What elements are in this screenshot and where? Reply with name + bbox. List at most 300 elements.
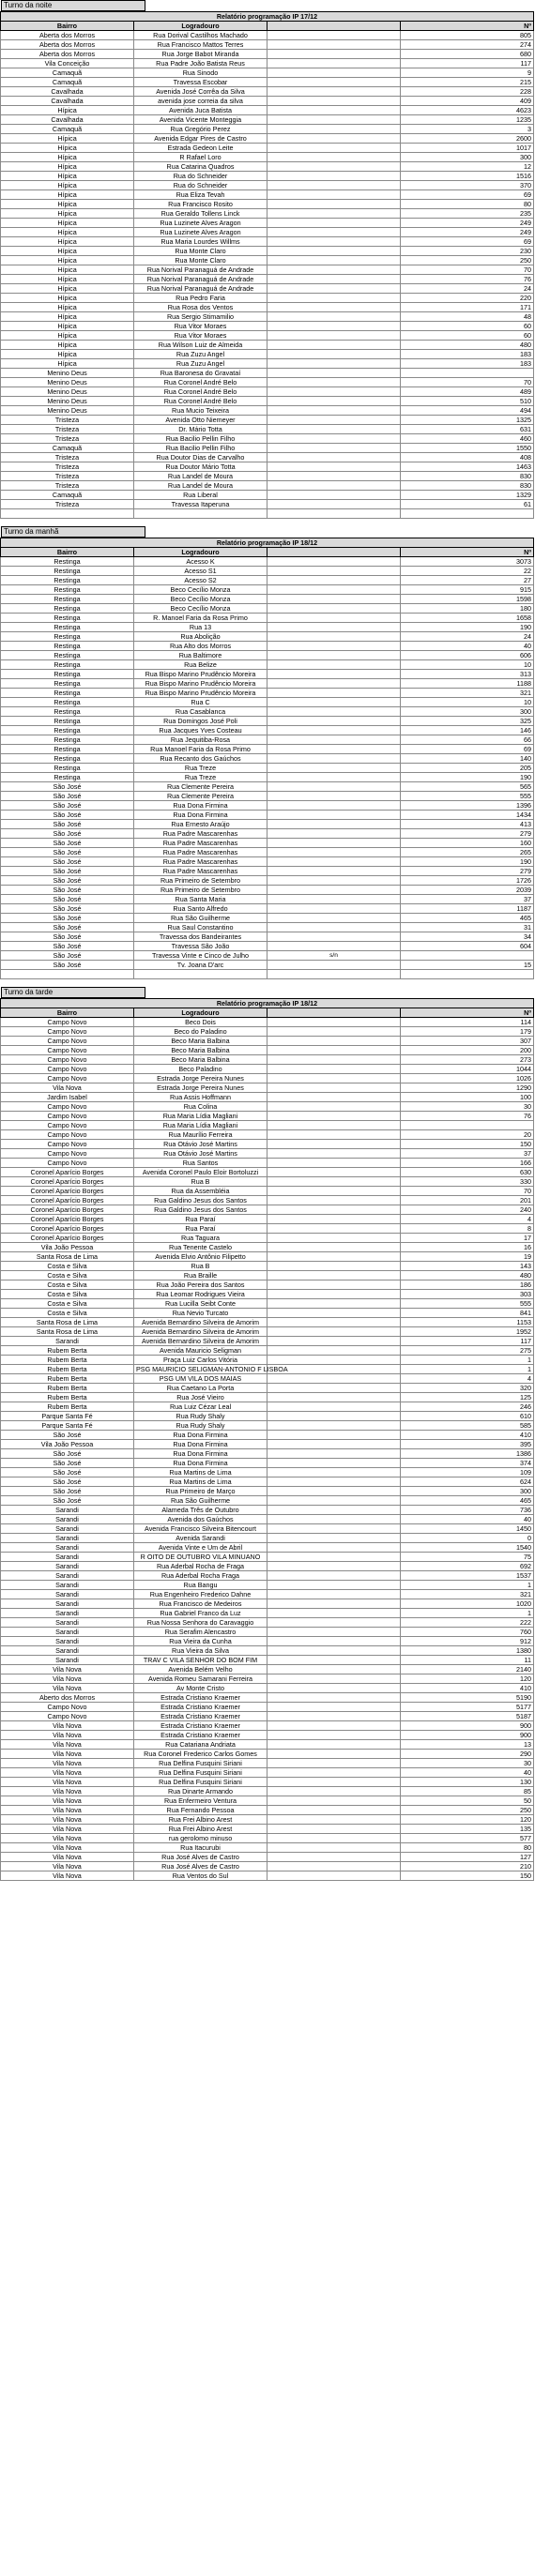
note-cell[interactable] (268, 331, 401, 341)
note-cell[interactable] (268, 125, 401, 134)
logradouro-cell[interactable]: Rua Treze (134, 764, 268, 773)
numero-cell[interactable]: 408 (401, 453, 534, 462)
bairro-cell[interactable]: Campo Novo (1, 1027, 134, 1037)
logradouro-cell[interactable]: Rua Landel de Moura (134, 472, 268, 481)
numero-cell[interactable]: 230 (401, 247, 534, 256)
logradouro-cell[interactable]: Acesso K (134, 557, 268, 567)
logradouro-cell[interactable]: Rua Santo Alfredo (134, 904, 268, 914)
bairro-cell[interactable]: São José (1, 848, 134, 857)
numero-cell[interactable] (401, 951, 534, 961)
note-cell[interactable] (268, 1149, 401, 1159)
note-cell[interactable] (268, 904, 401, 914)
logradouro-cell[interactable]: Rua São Guilherme (134, 1496, 268, 1506)
numero-cell[interactable]: 1434 (401, 811, 534, 820)
logradouro-cell[interactable]: Estrada Jorge Pereira Nunes (134, 1083, 268, 1093)
logradouro-cell[interactable]: Rua Padre Mascarenhas (134, 829, 268, 839)
numero-cell[interactable]: 1386 (401, 1449, 534, 1459)
note-cell[interactable] (268, 1093, 401, 1102)
logradouro-cell[interactable]: Rua Jequitiba-Rosa (134, 735, 268, 745)
note-cell[interactable] (268, 322, 401, 331)
numero-cell[interactable]: 900 (401, 1721, 534, 1731)
bairro-cell[interactable]: Vila Nova (1, 1853, 134, 1862)
logradouro-cell[interactable]: Rua Galdino Jesus dos Santos (134, 1196, 268, 1205)
numero-cell[interactable]: 1188 (401, 679, 534, 689)
note-cell[interactable] (268, 1318, 401, 1327)
numero-cell[interactable]: 120 (401, 1815, 534, 1825)
logradouro-cell[interactable]: Tv. Joana D'arc (134, 961, 268, 970)
numero-cell[interactable]: 246 (401, 1402, 534, 1412)
logradouro-cell[interactable]: Avenida dos Gaúchos (134, 1515, 268, 1524)
bairro-cell[interactable]: Sarandi (1, 1515, 134, 1524)
note-cell[interactable] (268, 1712, 401, 1721)
numero-cell[interactable]: 915 (401, 585, 534, 595)
logradouro-cell[interactable]: Estrada Cristiano Kraemer (134, 1712, 268, 1721)
numero-cell[interactable]: 1020 (401, 1599, 534, 1609)
note-cell[interactable] (268, 567, 401, 576)
bairro-cell[interactable]: Rubem Berta (1, 1374, 134, 1384)
numero-cell[interactable]: 150 (401, 1140, 534, 1149)
logradouro-cell[interactable]: Rua Maria Lourdes Willms (134, 237, 268, 247)
bairro-cell[interactable]: Costa e Silva (1, 1299, 134, 1309)
bairro-cell[interactable]: Coronel Aparício Borges (1, 1168, 134, 1177)
logradouro-cell[interactable]: Rua Luiz Cézar Leal (134, 1402, 268, 1412)
bairro-cell[interactable]: Vila João Pessoa (1, 1243, 134, 1252)
numero-cell[interactable]: 69 (401, 237, 534, 247)
empty-cell[interactable] (134, 509, 268, 519)
note-cell[interactable] (268, 1637, 401, 1646)
logradouro-cell[interactable]: Rua Zuzu Angel (134, 359, 268, 369)
numero-cell[interactable]: 117 (401, 1337, 534, 1346)
logradouro-cell[interactable]: Beco Cecílio Monza (134, 595, 268, 604)
logradouro-cell[interactable]: Rua Doutor Mário Totta (134, 462, 268, 472)
numero-cell[interactable]: 610 (401, 1412, 534, 1421)
logradouro-cell[interactable]: Rua Catarina Quadros (134, 162, 268, 172)
numero-cell[interactable]: 279 (401, 829, 534, 839)
logradouro-cell[interactable]: Rua Coronel André Belo (134, 378, 268, 387)
note-cell[interactable] (268, 632, 401, 642)
numero-cell[interactable]: 604 (401, 942, 534, 951)
numero-cell[interactable]: 201 (401, 1196, 534, 1205)
numero-cell[interactable]: 150 (401, 1871, 534, 1881)
note-cell[interactable] (268, 1346, 401, 1356)
logradouro-cell[interactable]: Rua Gabriel Franco da Luz (134, 1609, 268, 1618)
bairro-cell[interactable]: Restinga (1, 707, 134, 717)
bairro-cell[interactable]: São José (1, 811, 134, 820)
bairro-cell[interactable]: Santa Rosa de Lima (1, 1252, 134, 1262)
numero-cell[interactable]: 100 (401, 1093, 534, 1102)
bairro-cell[interactable]: Coronel Aparício Borges (1, 1224, 134, 1234)
numero-cell[interactable]: 8 (401, 1224, 534, 1234)
note-cell[interactable] (268, 1534, 401, 1543)
numero-cell[interactable]: 1044 (401, 1065, 534, 1074)
note-cell[interactable] (268, 1496, 401, 1506)
bairro-cell[interactable]: Tristeza (1, 434, 134, 444)
note-cell[interactable] (268, 1468, 401, 1477)
bairro-cell[interactable]: Coronel Aparício Borges (1, 1205, 134, 1215)
note-cell[interactable] (268, 811, 401, 820)
numero-cell[interactable]: 146 (401, 726, 534, 735)
bairro-cell[interactable]: Hípica (1, 134, 134, 144)
logradouro-cell[interactable]: Beco Cecílio Monza (134, 585, 268, 595)
bairro-cell[interactable]: Sarandi (1, 1656, 134, 1665)
numero-cell[interactable]: 4 (401, 1215, 534, 1224)
numero-cell[interactable]: 12 (401, 162, 534, 172)
bairro-cell[interactable]: Sarandi (1, 1599, 134, 1609)
bairro-cell[interactable]: Restinga (1, 642, 134, 651)
note-cell[interactable] (268, 1553, 401, 1562)
bairro-cell[interactable]: Restinga (1, 595, 134, 604)
numero-cell[interactable]: 395 (401, 1440, 534, 1449)
note-cell[interactable] (268, 1280, 401, 1290)
note-cell[interactable] (268, 942, 401, 951)
logradouro-cell[interactable]: Rua João Pereira dos Santos (134, 1280, 268, 1290)
bairro-cell[interactable]: Restinga (1, 717, 134, 726)
bairro-cell[interactable]: Restinga (1, 557, 134, 567)
numero-cell[interactable]: 61 (401, 500, 534, 509)
note-cell[interactable] (268, 453, 401, 462)
numero-cell[interactable]: 13 (401, 1740, 534, 1750)
numero-cell[interactable]: 10 (401, 660, 534, 670)
bairro-cell[interactable]: Hípica (1, 181, 134, 190)
note-cell[interactable] (268, 1665, 401, 1674)
bairro-cell[interactable]: São José (1, 923, 134, 932)
bairro-cell[interactable]: Vila Nova (1, 1796, 134, 1806)
note-cell[interactable] (268, 312, 401, 322)
bairro-cell[interactable]: Sarandi (1, 1628, 134, 1637)
bairro-cell[interactable]: Vila Nova (1, 1843, 134, 1853)
numero-cell[interactable]: 275 (401, 1346, 534, 1356)
note-cell[interactable] (268, 1731, 401, 1740)
numero-cell[interactable]: 1658 (401, 614, 534, 623)
bairro-cell[interactable]: Restinga (1, 614, 134, 623)
logradouro-cell[interactable]: Rua Dinarte Armando (134, 1787, 268, 1796)
numero-cell[interactable]: 1290 (401, 1083, 534, 1093)
note-cell[interactable] (268, 576, 401, 585)
note-cell[interactable] (268, 557, 401, 567)
numero-cell[interactable]: 1 (401, 1581, 534, 1590)
numero-cell[interactable]: 31 (401, 923, 534, 932)
note-cell[interactable] (268, 623, 401, 632)
bairro-cell[interactable]: Aberta dos Morros (1, 50, 134, 59)
logradouro-cell[interactable]: Av Monte Cristo (134, 1684, 268, 1693)
numero-cell[interactable]: 143 (401, 1262, 534, 1271)
numero-cell[interactable]: 290 (401, 1750, 534, 1759)
bairro-cell[interactable]: Restinga (1, 773, 134, 782)
note-cell[interactable] (268, 481, 401, 491)
logradouro-cell[interactable]: Beco Maria Balbina (134, 1046, 268, 1055)
note-cell[interactable] (268, 857, 401, 867)
numero-cell[interactable]: 125 (401, 1393, 534, 1402)
numero-cell[interactable]: 480 (401, 341, 534, 350)
note-cell[interactable] (268, 434, 401, 444)
bairro-cell[interactable]: São José (1, 895, 134, 904)
note-cell[interactable] (268, 1431, 401, 1440)
bairro-cell[interactable]: Campo Novo (1, 1712, 134, 1721)
logradouro-cell[interactable]: Rua Maria Lídia Magliani (134, 1121, 268, 1130)
logradouro-cell[interactable]: Rua Bangu (134, 1581, 268, 1590)
numero-cell[interactable]: 313 (401, 670, 534, 679)
bairro-cell[interactable]: Sarandi (1, 1571, 134, 1581)
numero-cell[interactable]: 606 (401, 651, 534, 660)
numero-cell[interactable]: 1537 (401, 1571, 534, 1581)
bairro-cell[interactable]: Hípica (1, 172, 134, 181)
bairro-cell[interactable]: Vila Nova (1, 1759, 134, 1768)
bairro-cell[interactable]: Hípica (1, 247, 134, 256)
bairro-cell[interactable]: Rubem Berta (1, 1384, 134, 1393)
logradouro-cell[interactable]: Rua Frei Albino Arest (134, 1825, 268, 1834)
numero-cell[interactable]: 50 (401, 1796, 534, 1806)
numero-cell[interactable]: 736 (401, 1506, 534, 1515)
logradouro-cell[interactable]: Rua Norival Paranaguá de Andrade (134, 284, 268, 294)
numero-cell[interactable]: 76 (401, 275, 534, 284)
note-cell[interactable] (268, 1234, 401, 1243)
bairro-cell[interactable]: Hípica (1, 153, 134, 162)
bairro-cell[interactable]: Restinga (1, 698, 134, 707)
logradouro-cell[interactable]: Rua Padre João Batista Reus (134, 59, 268, 68)
note-cell[interactable]: s/n (268, 951, 401, 961)
bairro-cell[interactable]: Vila Nova (1, 1083, 134, 1093)
logradouro-cell[interactable]: Rua Otávio José Martins (134, 1140, 268, 1149)
logradouro-cell[interactable]: Rua Primeiro de Setembro (134, 886, 268, 895)
bairro-cell[interactable]: Vila Nova (1, 1731, 134, 1740)
note-cell[interactable] (268, 1252, 401, 1262)
logradouro-cell[interactable]: Rua Dona Firmina (134, 1440, 268, 1449)
logradouro-cell[interactable]: Rua Norival Paranaguá de Andrade (134, 265, 268, 275)
bairro-cell[interactable]: Aberta dos Morros (1, 40, 134, 50)
numero-cell[interactable]: 1187 (401, 904, 534, 914)
numero-cell[interactable]: 2600 (401, 134, 534, 144)
numero-cell[interactable]: 9 (401, 68, 534, 78)
bairro-cell[interactable]: Rubem Berta (1, 1356, 134, 1365)
numero-cell[interactable]: 250 (401, 256, 534, 265)
logradouro-cell[interactable]: Rua José Alves de Castro (134, 1853, 268, 1862)
note-cell[interactable] (268, 416, 401, 425)
bairro-cell[interactable]: Campo Novo (1, 1130, 134, 1140)
bairro-cell[interactable]: Camaquã (1, 444, 134, 453)
bairro-cell[interactable]: Vila Nova (1, 1834, 134, 1843)
numero-cell[interactable]: 489 (401, 387, 534, 397)
logradouro-cell[interactable]: Rua Bacilio Pellin Filho (134, 444, 268, 453)
note-cell[interactable] (268, 387, 401, 397)
note-cell[interactable] (268, 1628, 401, 1637)
bairro-cell[interactable]: Aberto dos Morros (1, 1693, 134, 1703)
numero-cell[interactable]: 1598 (401, 595, 534, 604)
bairro-cell[interactable]: Costa e Silva (1, 1280, 134, 1290)
logradouro-cell[interactable]: Rua Jacques Yves Costeau (134, 726, 268, 735)
bairro-cell[interactable]: Restinga (1, 754, 134, 764)
note-cell[interactable] (268, 754, 401, 764)
note-cell[interactable] (268, 764, 401, 773)
note-cell[interactable] (268, 1168, 401, 1177)
bairro-cell[interactable]: São José (1, 839, 134, 848)
logradouro-cell[interactable]: Beco Maria Balbina (134, 1037, 268, 1046)
note-cell[interactable] (268, 237, 401, 247)
logradouro-cell[interactable]: Rua B (134, 1177, 268, 1187)
bairro-cell[interactable]: Sarandi (1, 1609, 134, 1618)
bairro-cell[interactable]: Sarandi (1, 1581, 134, 1590)
note-cell[interactable] (268, 1130, 401, 1140)
logradouro-cell[interactable]: Rua Delfina Fusquini Siriani (134, 1778, 268, 1787)
note-cell[interactable] (268, 1599, 401, 1609)
bairro-cell[interactable]: Parque Santa Fé (1, 1412, 134, 1421)
numero-cell[interactable]: 130 (401, 1778, 534, 1787)
numero-cell[interactable]: 60 (401, 331, 534, 341)
logradouro-cell[interactable]: Rua Abolição (134, 632, 268, 642)
bairro-cell[interactable]: Sarandi (1, 1506, 134, 1515)
numero-cell[interactable]: 240 (401, 1205, 534, 1215)
logradouro-cell[interactable]: Travessa São João (134, 942, 268, 951)
note-cell[interactable] (268, 31, 401, 40)
bairro-cell[interactable]: Hípica (1, 275, 134, 284)
note-cell[interactable] (268, 1356, 401, 1365)
numero-cell[interactable]: 70 (401, 1187, 534, 1196)
note-cell[interactable] (268, 172, 401, 181)
numero-cell[interactable]: 140 (401, 754, 534, 764)
bairro-cell[interactable]: Hípica (1, 237, 134, 247)
numero-cell[interactable]: 630 (401, 1168, 534, 1177)
note-cell[interactable] (268, 1506, 401, 1515)
bairro-cell[interactable]: Hípica (1, 331, 134, 341)
bairro-cell[interactable]: Restinga (1, 745, 134, 754)
bairro-cell[interactable]: Tristeza (1, 500, 134, 509)
note-cell[interactable] (268, 1121, 401, 1130)
note-cell[interactable] (268, 773, 401, 782)
logradouro-cell[interactable]: Rua Mucio Teixeira (134, 406, 268, 416)
logradouro-cell[interactable]: Rua Paraí (134, 1224, 268, 1234)
bairro-cell[interactable]: Restinga (1, 660, 134, 670)
numero-cell[interactable]: 249 (401, 228, 534, 237)
numero-cell[interactable]: 37 (401, 1149, 534, 1159)
numero-cell[interactable]: 624 (401, 1477, 534, 1487)
note-cell[interactable] (268, 265, 401, 275)
bairro-cell[interactable]: Hípica (1, 228, 134, 237)
note-cell[interactable] (268, 585, 401, 595)
bairro-cell[interactable]: Menino Deus (1, 378, 134, 387)
logradouro-cell[interactable]: Rua Luzinete Alves Aragon (134, 228, 268, 237)
logradouro-cell[interactable]: Rua Rudy Shaly (134, 1421, 268, 1431)
numero-cell[interactable] (401, 369, 534, 378)
note-cell[interactable] (268, 848, 401, 857)
logradouro-cell[interactable]: R Rafael Loro (134, 153, 268, 162)
bairro-cell[interactable]: Campo Novo (1, 1149, 134, 1159)
bairro-cell[interactable]: Hípica (1, 200, 134, 209)
note-cell[interactable] (268, 378, 401, 387)
bairro-cell[interactable]: Sarandi (1, 1524, 134, 1534)
note-cell[interactable] (268, 876, 401, 886)
bairro-cell[interactable]: Camaquã (1, 125, 134, 134)
numero-cell[interactable]: 69 (401, 190, 534, 200)
note-cell[interactable] (268, 1590, 401, 1599)
logradouro-cell[interactable]: Rua Delfina Fusquini Siriani (134, 1768, 268, 1778)
numero-cell[interactable]: 48 (401, 312, 534, 322)
note-cell[interactable] (268, 1656, 401, 1665)
logradouro-cell[interactable]: Rua Santos (134, 1159, 268, 1168)
bairro-cell[interactable]: Campo Novo (1, 1703, 134, 1712)
bairro-cell[interactable]: São José (1, 961, 134, 970)
logradouro-cell[interactable]: Rua Sinodo (134, 68, 268, 78)
logradouro-cell[interactable]: Acesso S2 (134, 576, 268, 585)
numero-cell[interactable]: 410 (401, 1431, 534, 1440)
numero-cell[interactable]: 75 (401, 1553, 534, 1562)
note-cell[interactable] (268, 1215, 401, 1224)
logradouro-cell[interactable]: Rua B (134, 1262, 268, 1271)
bairro-cell[interactable]: Jardim Isabel (1, 1093, 134, 1102)
logradouro-cell[interactable]: avenida jose correia da silva (134, 97, 268, 106)
numero-cell[interactable]: 180 (401, 604, 534, 614)
logradouro-cell[interactable]: Rua Wilson Luiz de Almeida (134, 341, 268, 350)
note-cell[interactable] (268, 350, 401, 359)
logradouro-cell[interactable]: Avenida Francisco Silveira Bitencourt (134, 1524, 268, 1534)
logradouro-cell[interactable]: Rua da Assembléia (134, 1187, 268, 1196)
bairro-cell[interactable]: Restinga (1, 726, 134, 735)
note-cell[interactable] (268, 1177, 401, 1187)
note-cell[interactable] (268, 153, 401, 162)
logradouro-cell[interactable]: Rua Braille (134, 1271, 268, 1280)
logradouro-cell[interactable]: Rua Clemente Pereira (134, 782, 268, 792)
bairro-cell[interactable]: Hípica (1, 350, 134, 359)
bairro-cell[interactable]: Hípica (1, 219, 134, 228)
note-cell[interactable] (268, 1055, 401, 1065)
note-cell[interactable] (268, 97, 401, 106)
note-cell[interactable] (268, 614, 401, 623)
note-cell[interactable] (268, 1205, 401, 1215)
logradouro-cell[interactable]: Rua Vieira da Cunha (134, 1637, 268, 1646)
note-cell[interactable] (268, 961, 401, 970)
note-cell[interactable] (268, 1196, 401, 1205)
note-cell[interactable] (268, 604, 401, 614)
numero-cell[interactable]: 1329 (401, 491, 534, 500)
bairro-cell[interactable]: Campo Novo (1, 1159, 134, 1168)
bairro-cell[interactable]: São José (1, 876, 134, 886)
bairro-cell[interactable]: Vila Nova (1, 1684, 134, 1693)
numero-cell[interactable]: 330 (401, 1177, 534, 1187)
bairro-cell[interactable]: Restinga (1, 623, 134, 632)
numero-cell[interactable]: 85 (401, 1787, 534, 1796)
logradouro-cell[interactable]: Rua Itacurubi (134, 1843, 268, 1853)
bairro-cell[interactable]: Hípica (1, 303, 134, 312)
note-cell[interactable] (268, 1074, 401, 1083)
logradouro-cell[interactable]: Rua Gregório Perez (134, 125, 268, 134)
bairro-cell[interactable]: São José (1, 951, 134, 961)
note-cell[interactable] (268, 1262, 401, 1271)
bairro-cell[interactable]: Campo Novo (1, 1046, 134, 1055)
bairro-cell[interactable]: São José (1, 1477, 134, 1487)
bairro-cell[interactable]: Vila Nova (1, 1750, 134, 1759)
logradouro-cell[interactable]: Rua Frei Albino Arest (134, 1815, 268, 1825)
note-cell[interactable] (268, 1337, 401, 1346)
note-cell[interactable] (268, 1421, 401, 1431)
note-cell[interactable] (268, 1524, 401, 1534)
numero-cell[interactable]: 900 (401, 1731, 534, 1740)
note-cell[interactable] (268, 144, 401, 153)
note-cell[interactable] (268, 78, 401, 87)
numero-cell[interactable]: 1 (401, 1356, 534, 1365)
bairro-cell[interactable]: Campo Novo (1, 1102, 134, 1112)
bairro-cell[interactable]: Coronel Aparício Borges (1, 1234, 134, 1243)
bairro-cell[interactable]: Restinga (1, 764, 134, 773)
numero-cell[interactable]: 465 (401, 914, 534, 923)
logradouro-cell[interactable]: Avenida Belém Velho (134, 1665, 268, 1674)
note-cell[interactable] (268, 1440, 401, 1449)
logradouro-cell[interactable]: Avenida José Corrêa da Silva (134, 87, 268, 97)
note-cell[interactable] (268, 782, 401, 792)
note-cell[interactable] (268, 1825, 401, 1834)
note-cell[interactable] (268, 1853, 401, 1862)
note-cell[interactable] (268, 1224, 401, 1234)
numero-cell[interactable]: 183 (401, 359, 534, 369)
empty-cell[interactable] (268, 970, 401, 979)
bairro-cell[interactable]: Camaquã (1, 68, 134, 78)
